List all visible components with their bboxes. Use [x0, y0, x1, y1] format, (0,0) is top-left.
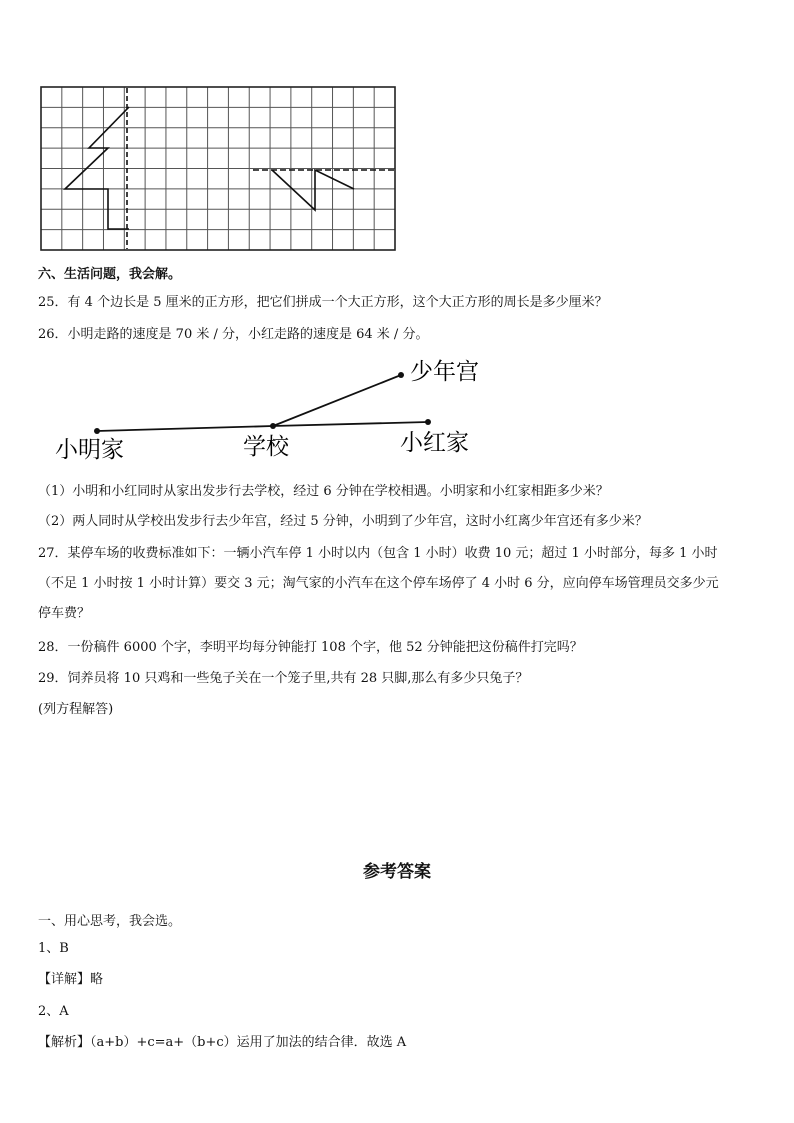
road-home-to-school — [97, 426, 273, 431]
point-school — [270, 423, 276, 429]
half-figure-shape — [272, 170, 354, 210]
point-youth-palace — [398, 372, 404, 378]
section-6-heading: 六、生活问题，我会解。 — [38, 267, 182, 282]
grid-lines — [41, 87, 395, 250]
question-29: 29．饲养员将 10 只鸡和一些兔子关在一个笼子里,共有 28 只脚,那么有多少只兔子？ — [38, 671, 529, 686]
answer-2-detail: 【解析】（a+b）+c=a+（b+c）运用了加法的结合律．故选 A — [38, 1035, 407, 1050]
question-27-line-3: 停车费？ — [38, 606, 91, 621]
question-26: 26．小明走路的速度是 70 米 / 分，小红走路的速度是 64 米 / 分。 — [38, 327, 429, 342]
question-26-part-2: （2）两人同时从学校出发步行去少年宫，经过 5 分钟，小明到了少年宫，这时小红离少年宫还有多少米？ — [38, 514, 648, 529]
answer-1-detail: 【详解】略 — [38, 972, 104, 987]
label-xiaohong-home: 小红家 — [400, 430, 469, 456]
label-youth-palace: 少年宫 — [410, 359, 479, 385]
label-xiaoming-home: 小明家 — [55, 437, 124, 463]
road-school-to-palace — [273, 375, 401, 426]
route-map — [50, 352, 500, 467]
question-27-line-1: 27．某停车场的收费标准如下：一辆小汽车停 1 小时以内（包含 1 小时）收费 10 元；超过 1 小时部分，每多 1 小时 — [38, 546, 718, 561]
point-xiaoming-home — [94, 428, 100, 434]
road-school-to-xiaohong — [273, 422, 428, 426]
grid-figure — [40, 86, 398, 254]
question-28: 28．一份稿件 6000 个字，李明平均每分钟能打 108 个字，他 52 分钟能把这份稿件打完吗？ — [38, 640, 583, 655]
answer-1: 1、B — [38, 941, 69, 956]
question-26-part-1: （1）小明和小红同时从家出发步行去学校，经过 6 分钟在学校相遇。小明家和小红家相距多少米？ — [38, 484, 609, 499]
answer-section-1-heading: 一、用心思考，我会选。 — [38, 914, 182, 929]
answer-2: 2、A — [38, 1004, 69, 1019]
question-27-line-2: （不足 1 小时按 1 小时计算）要交 3 元；淘气家的小汽车在这个停车场停了 4 小时 6 分，应向停车场管理员交多少元 — [38, 576, 719, 591]
question-25: 25．有 4 个边长是 5 厘米的正方形，把它们拼成一个大正方形，这个大正方形的周长是多少厘米？ — [38, 295, 608, 310]
label-school: 学校 — [243, 434, 289, 460]
question-29-note: (列方程解答) — [38, 702, 114, 717]
point-xiaohong-home — [425, 419, 431, 425]
answer-title: 参考答案 — [363, 862, 431, 882]
